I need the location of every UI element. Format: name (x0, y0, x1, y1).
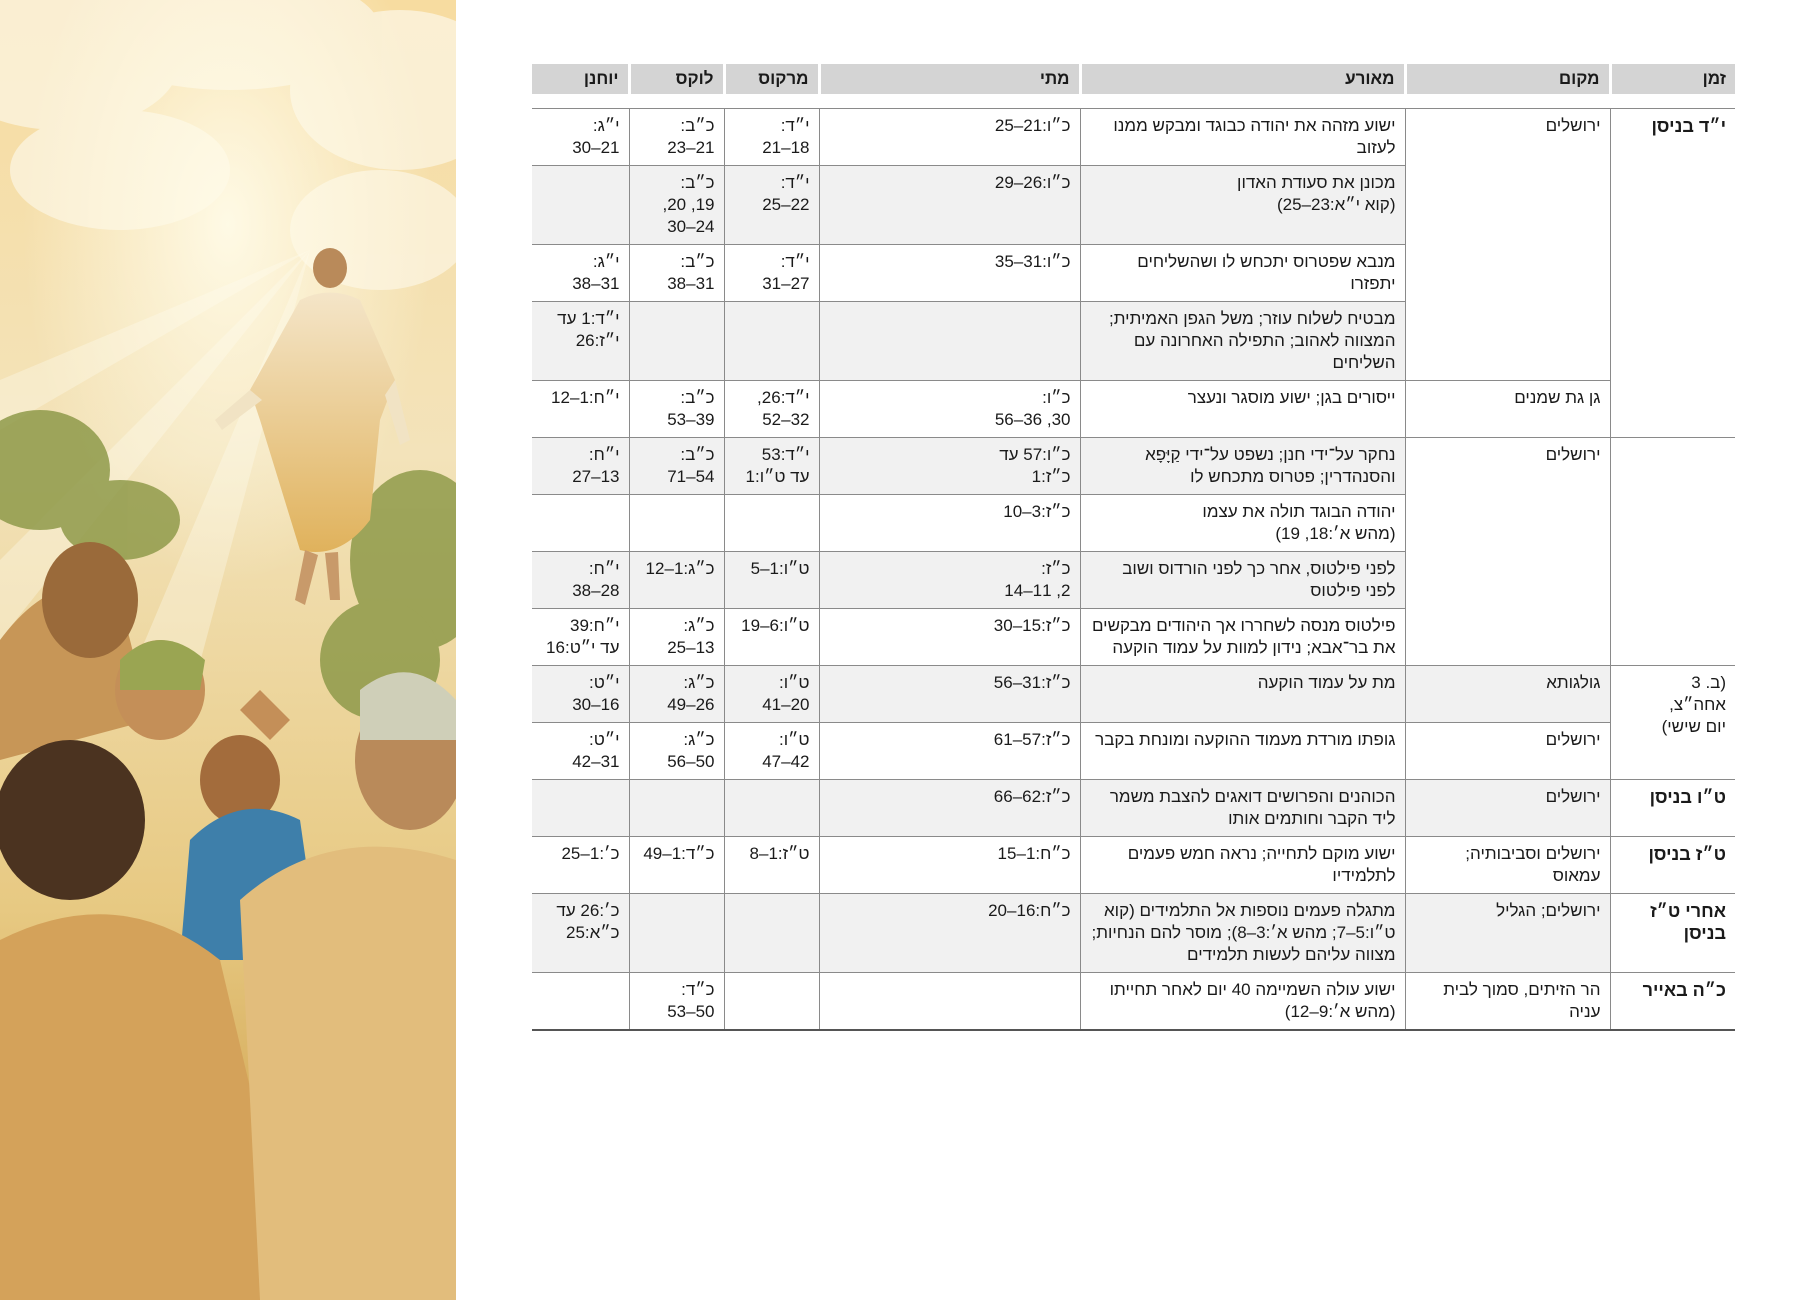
cell-john: י״ח:1–12 (532, 381, 629, 438)
cell-luke (629, 302, 724, 381)
cell-place: הר הזיתים, סמוך לבית עניה (1405, 973, 1610, 1031)
table-row (532, 723, 1735, 780)
cell-luke (629, 894, 724, 973)
cell-time: אחרי ט״ז בניסן (1610, 894, 1735, 973)
cell-mark: י״ד:53 עד ט״ו:1 (724, 438, 819, 495)
cell-luke: כ״ג: 50–56 (629, 723, 724, 780)
cell-john: י״ט: 16–30 (532, 666, 629, 723)
cell-matthew: כ״ז:15–30 (819, 609, 1080, 666)
header-john: יוחנן (532, 64, 629, 94)
cell-event: ישוע מזהה את יהודה כבוגד ומבקש ממנו לעזוב (1080, 109, 1405, 166)
cell-place: ירושלים וסביבותיה; עמאוס (1405, 837, 1610, 894)
cell-matthew: כ״ו:57 עד כ״ז:1 (819, 438, 1080, 495)
table-row (532, 780, 1735, 837)
cell-matthew: כ״ח:16–20 (819, 894, 1080, 973)
cell-event: נחקר על־ידי חנן; נשפט על־ידי קַיָּפָא והסנהדרין; פטרוס מתכחש לו (1080, 438, 1405, 495)
cell-mark (724, 973, 819, 1031)
cell-matthew: כ״ז:3–10 (819, 495, 1080, 552)
cell-mark: י״ד: 18–21 (724, 109, 819, 166)
cell-john: י״ח:39 עד י״ט:16 (532, 609, 629, 666)
table-row (532, 837, 1735, 894)
cell-mark (724, 302, 819, 381)
cell-luke: כ״ד: 50–53 (629, 973, 724, 1031)
header-luke: לוקס (629, 64, 724, 94)
cell-time: (ב. 3 אחה״צ, יום שישי) (1610, 666, 1735, 780)
cell-matthew: כ״ז:57–61 (819, 723, 1080, 780)
cell-mark: ט״ו:1–5 (724, 552, 819, 609)
cell-luke (629, 780, 724, 837)
header-mark: מרקוס (724, 64, 819, 94)
cell-mark (724, 780, 819, 837)
cell-john: כ׳:1–25 (532, 837, 629, 894)
cell-place: ירושלים (1405, 723, 1610, 780)
cell-mark: ט״ו:6–19 (724, 609, 819, 666)
cell-luke: כ״ב: 19, 20, 24–30 (629, 166, 724, 245)
header-matthew: מתי (819, 64, 1080, 94)
cell-event: גופתו מורדת מעמוד ההוקעה ומונחת בקבר (1080, 723, 1405, 780)
cell-event: פילטוס מנסה לשחררו אך היהודים מבקשים את בר־אבא; נידון למוות על עמוד הוקעה (1080, 609, 1405, 666)
jesus-ascension-illustration (0, 0, 456, 1300)
cell-matthew: כ״ו:31–35 (819, 245, 1080, 302)
chronology-table (532, 64, 1735, 1031)
cell-event: הכוהנים והפרושים דואגים להצבת משמר ליד הקבר וחותמים אותו (1080, 780, 1405, 837)
header-time: זמן (1610, 64, 1735, 94)
cell-john: י״ג: 21–30 (532, 109, 629, 166)
cell-john: י״ח: 13–27 (532, 438, 629, 495)
cell-time: כ״ה באייר (1610, 973, 1735, 1031)
cell-john: י״ט: 31–42 (532, 723, 629, 780)
cell-luke: כ״ב: 31–38 (629, 245, 724, 302)
cell-time: י״ד בניסן (1610, 109, 1735, 438)
cell-luke: כ״ב: 21–23 (629, 109, 724, 166)
table-row (532, 666, 1735, 723)
cell-mark: י״ד:26, 32–52 (724, 381, 819, 438)
cell-matthew (819, 302, 1080, 381)
cell-event: יהודה הבוגד תולה את עצמו (מהש א׳:18, 19) (1080, 495, 1405, 552)
illustration-svg (0, 0, 456, 1300)
cell-luke: כ״ד:1–49 (629, 837, 724, 894)
cell-matthew: כ״ו:26–29 (819, 166, 1080, 245)
cell-place: גן גת שמנים (1405, 381, 1610, 438)
cell-matthew: כ״ז:62–66 (819, 780, 1080, 837)
table-row (532, 109, 1735, 166)
cell-event: ישוע עולה השמיימה 40 יום לאחר תחייתו (מהש א׳:9–12) (1080, 973, 1405, 1031)
cell-john (532, 973, 629, 1031)
cell-john: כ׳:26 עד כ״א:25 (532, 894, 629, 973)
cell-event: לפני פילטוס, אחר כך לפני הורדוס ושוב לפני פילטוס (1080, 552, 1405, 609)
cell-event: מבטיח לשלוח עוזר; משל הגפן האמיתית; המצווה לאהוב; התפילה האחרונה עם השליחים (1080, 302, 1405, 381)
cell-place: גולגותא (1405, 666, 1610, 723)
cell-luke (629, 495, 724, 552)
cell-matthew: כ״ו: 30, 36–56 (819, 381, 1080, 438)
cell-matthew: כ״ז: 2, 11–14 (819, 552, 1080, 609)
cell-matthew: כ״ח:1–15 (819, 837, 1080, 894)
cell-luke: כ״ב: 39–53 (629, 381, 724, 438)
cell-place: ירושלים (1405, 109, 1610, 381)
header-event: מאורע (1080, 64, 1405, 94)
cell-matthew: כ״ז:31–56 (819, 666, 1080, 723)
cell-event: מתגלה פעמים נוספות אל התלמידים (קוא ט״ו:5–7; מהש א׳:3–8); מוסר להם הנחיות; מצווה עליהם לעשות תלמידים (1080, 894, 1405, 973)
cell-luke: כ״ג: 26–49 (629, 666, 724, 723)
cell-john (532, 780, 629, 837)
cell-place: ירושלים; הגליל (1405, 894, 1610, 973)
table-row (532, 381, 1735, 438)
table-row (532, 438, 1735, 495)
cell-mark: ט״ו: 42–47 (724, 723, 819, 780)
cell-time: ט״ו בניסן (1610, 780, 1735, 837)
table-row (532, 894, 1735, 973)
cell-time (1610, 438, 1735, 666)
cell-event: ישוע מוקם לתחייה; נראה חמש פעמים לתלמידיו (1080, 837, 1405, 894)
cell-event: מנבא שפטרוס יתכחש לו ושהשליחים יתפזרו (1080, 245, 1405, 302)
cell-mark (724, 495, 819, 552)
cell-john: י״ד:1 עד י״ז:26 (532, 302, 629, 381)
cell-luke: כ״ג:1–12 (629, 552, 724, 609)
cell-luke: כ״ג: 13–25 (629, 609, 724, 666)
cell-john (532, 495, 629, 552)
cell-event: מכונן את סעודת האדון (קוא י״א:23–25) (1080, 166, 1405, 245)
header-place: מקום (1405, 64, 1610, 94)
cell-john: י״ג: 31–38 (532, 245, 629, 302)
cell-event: מת על עמוד הוקעה (1080, 666, 1405, 723)
cell-john (532, 166, 629, 245)
cell-matthew: כ״ו:21–25 (819, 109, 1080, 166)
cell-place: ירושלים (1405, 780, 1610, 837)
cell-mark (724, 894, 819, 973)
cell-mark: ט״ז:1–8 (724, 837, 819, 894)
cell-mark: י״ד: 22–25 (724, 166, 819, 245)
table-row (532, 973, 1735, 1031)
cell-mark: ט״ו: 20–41 (724, 666, 819, 723)
cell-luke: כ״ב: 54–71 (629, 438, 724, 495)
cell-time: ט״ז בניסן (1610, 837, 1735, 894)
cell-event: ייסורים בגן; ישוע מוסגר ונעצר (1080, 381, 1405, 438)
cell-mark: י״ד: 27–31 (724, 245, 819, 302)
cell-matthew (819, 973, 1080, 1031)
cell-john: י״ח: 28–38 (532, 552, 629, 609)
table-header-row (532, 64, 1735, 94)
cell-place: ירושלים (1405, 438, 1610, 666)
